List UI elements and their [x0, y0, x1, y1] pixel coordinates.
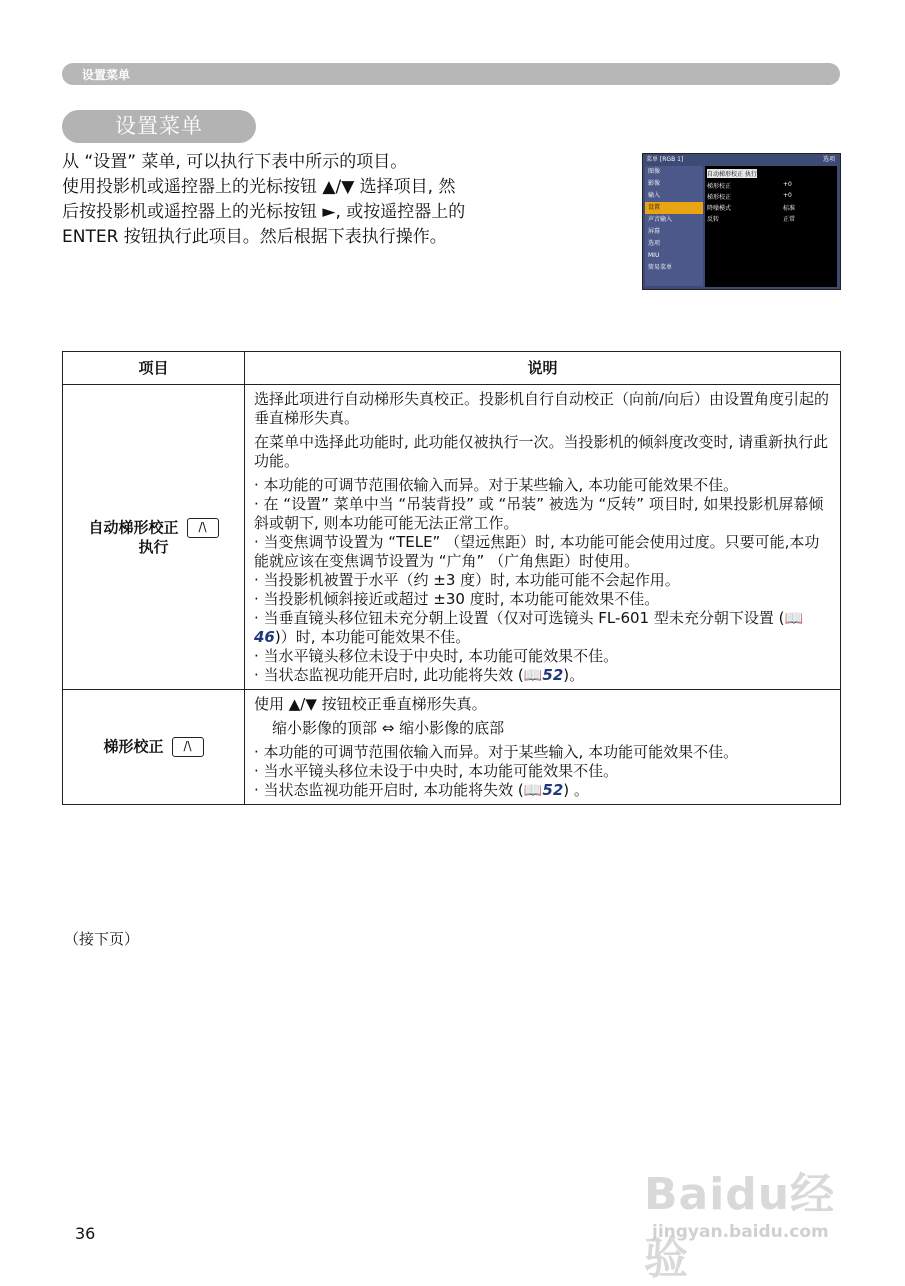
desc-note: · 当投影机被置于水平（约 ±3 度）时, 本功能可能不会起作用。	[254, 571, 680, 589]
desc-paragraph: 在菜单中选择此功能时, 此功能仅被执行一次。当投影机的倾斜度改变时, 请重新执行此功能。	[254, 433, 829, 470]
keystone-icon: /\	[187, 518, 219, 538]
osd-menu-item: MIU	[648, 252, 660, 259]
desc-note: · 本功能的可调节范围依输入而异。对于某些输入, 本功能可能效果不佳。	[254, 476, 739, 494]
setup-menu-table	[62, 351, 841, 805]
osd-row-value: 正常	[783, 216, 796, 223]
book-icon: 📖	[523, 666, 543, 684]
table-row	[63, 690, 841, 805]
desc-note	[254, 666, 832, 685]
desc-paragraph: 选择此项进行自动梯形失真校正。投影机自行自动校正（向前/向后）由设置角度引起的垂直梯形失真。	[254, 390, 830, 427]
table-header-row	[63, 352, 841, 385]
table-header-item: 项目	[63, 352, 245, 385]
item-name-line2: 执行	[138, 537, 169, 556]
intro-line: 使用投影机或遥控器上的光标按钮 ▲/▼ 选择项目, 然	[62, 177, 456, 197]
section-title: 设置菜单	[115, 114, 203, 138]
osd-menu-screenshot	[642, 153, 841, 290]
note-text: · 当垂直镜头移位钮未充分朝上设置（仅对可选镜头 FL-601 型未充分朝下设置 (	[254, 609, 785, 627]
osd-row: 梯形校正	[707, 194, 732, 201]
osd-panel	[705, 166, 837, 287]
book-icon: 📖	[784, 609, 804, 627]
page-ref-number: 52	[542, 781, 564, 799]
desc-note: · 当变焦调节设置为 “TELE” （望远焦距）时, 本功能可能会使用过度。只要可能,本功能就应该在变焦调节设置为 “广角” （广角焦距）时使用。	[254, 533, 820, 570]
item-cell	[63, 385, 245, 690]
watermark-logo: Baidu经验	[644, 1169, 836, 1284]
intro-line: ENTER 按钮执行此项目。然后根据下表执行操作。	[62, 227, 447, 247]
keystone-icon: /\	[172, 737, 204, 757]
continued-note: （接下页）	[64, 930, 140, 948]
osd-menu-item-selected: 设置	[645, 202, 703, 214]
osd-title-right: 选项	[822, 156, 835, 163]
osd-row: 反转	[707, 216, 720, 223]
osd-row-value: +0	[783, 181, 792, 188]
page-ref-number: 52	[542, 666, 564, 684]
osd-row: 降噪模式	[707, 205, 732, 212]
osd-title-bar	[643, 154, 840, 165]
desc-note: · 本功能的可调节范围依输入而异。对于某些输入, 本功能可能效果不佳。	[254, 743, 739, 761]
double-arrow-icon: ⇔	[381, 719, 395, 737]
osd-menu-list	[645, 166, 703, 286]
page-number: 36	[75, 1224, 96, 1243]
osd-title-left: 菜单 [RGB 1]	[646, 156, 684, 163]
osd-row-value: 标准	[783, 205, 796, 212]
page-ref-number: 46	[254, 628, 275, 646]
section-title-pill	[62, 110, 256, 143]
book-icon: 📖	[523, 781, 543, 799]
osd-menu-item: 屏幕	[648, 228, 661, 235]
osd-row-value: +0	[783, 192, 792, 199]
intro-line: 从 “设置” 菜单, 可以执行下表中所示的项目。	[62, 152, 408, 172]
header-bar	[62, 63, 840, 85]
osd-menu-item: 声音输入	[648, 216, 673, 223]
item-name: 梯形校正	[103, 737, 164, 756]
osd-row: 自动梯形校正 执行	[707, 171, 757, 178]
osd-menu-item: 简易菜单	[648, 264, 673, 271]
desc-note: · 当水平镜头移位未设于中央时, 本功能可能效果不佳。	[254, 647, 619, 665]
note-text: · 当状态监视功能开启时, 此功能将失效 (	[254, 666, 524, 684]
osd-row: 梯形校正	[707, 183, 732, 190]
note-text: )。	[563, 666, 585, 684]
osd-menu-item: 输入	[648, 192, 661, 199]
item-name: 自动梯形校正	[88, 518, 179, 536]
note-text: ) 。	[563, 781, 589, 799]
desc-cell	[245, 690, 841, 805]
page-ref-link[interactable]	[524, 781, 564, 799]
range-right: 缩小影像的底部	[399, 719, 505, 737]
osd-menu-item: 图像	[648, 168, 661, 175]
desc-note	[254, 781, 832, 800]
item-cell	[63, 690, 245, 805]
page-ref-link[interactable]	[524, 666, 564, 684]
desc-note: · 当投影机倾斜接近或超过 ±30 度时, 本功能可能效果不佳。	[254, 590, 660, 608]
desc-note	[254, 609, 832, 647]
osd-menu-item: 影像	[648, 180, 661, 187]
desc-note: · 在 “设置” 菜单中当 “吊装背投” 或 “吊装” 被选为 “反转” 项目时, 如果投影机屏幕倾斜或朝下, 则本功能可能无法正常工作。	[254, 495, 824, 532]
osd-menu-item: 选项	[648, 240, 661, 247]
range-line	[254, 719, 832, 738]
desc-paragraph: 使用 ▲/▼ 按钮校正垂直梯形失真。	[254, 695, 487, 713]
intro-line: 后按投影机或遥控器上的光标按钮 ►, 或按遥控器上的	[62, 202, 466, 222]
table-header-desc: 说明	[245, 352, 841, 385]
header-bar-title: 设置菜单	[82, 68, 131, 82]
note-text: )）时, 本功能可能效果不佳。	[274, 628, 471, 646]
note-text: · 当状态监视功能开启时, 本功能将失效 (	[254, 781, 524, 799]
table-row	[63, 385, 841, 690]
watermark-url: jingyan.baidu.com	[652, 1222, 829, 1242]
intro-text	[62, 150, 602, 250]
desc-cell	[245, 385, 841, 690]
range-left: 缩小影像的顶部	[272, 719, 378, 737]
desc-note: · 当水平镜头移位未设于中央时, 本功能可能效果不佳。	[254, 762, 619, 780]
